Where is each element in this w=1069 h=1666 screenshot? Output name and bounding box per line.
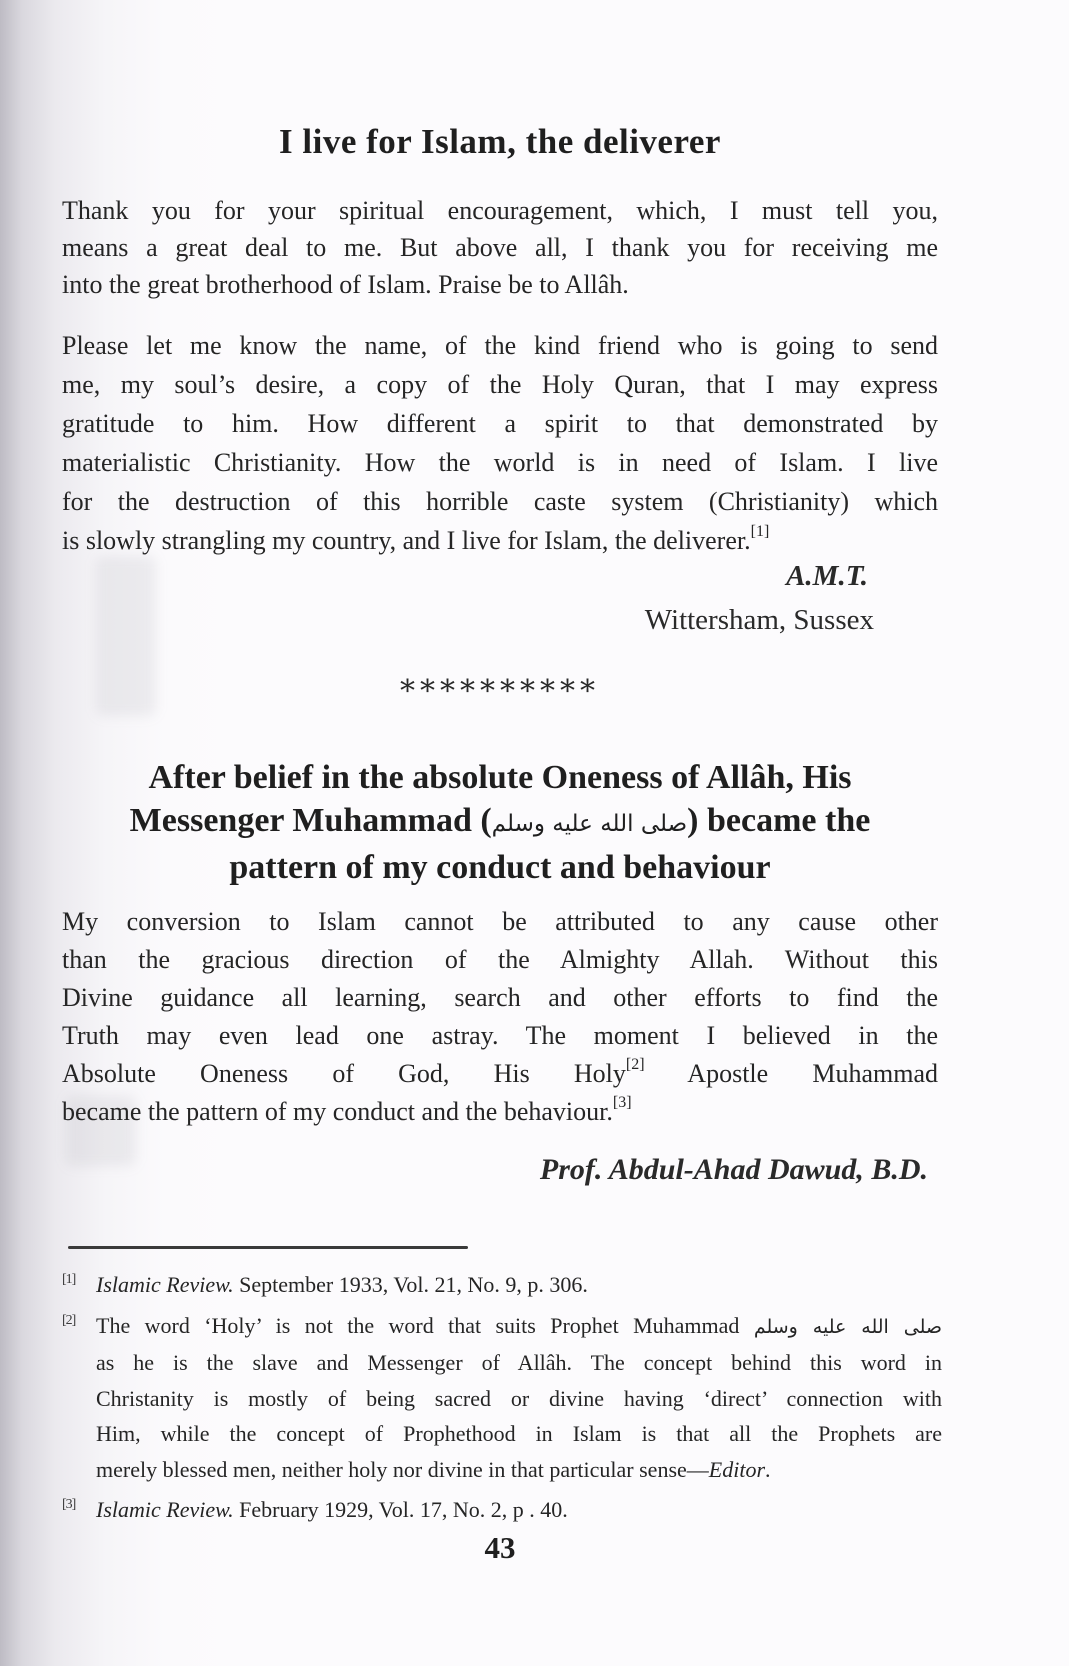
text-line: Absolute Oneness of God, His Holy[2] Apostle Muhammad [62,1056,938,1088]
page-number: 43 [484,1530,516,1565]
footnote-marker-3: [3] [62,1497,76,1512]
footnote-ref-3: [3] [612,1094,632,1111]
footnote-3: [3] Islamic Review. February 1929, Vol. 17, No. 2, p . 40. [62,1487,942,1528]
heading-line: After belief in the absolute Oneness of Allâh, His [148,759,852,796]
text-line: me, my soul’s desire, a copy of the Holy Quran, that I may express [62,370,938,399]
paragraph-thank-you [62,192,938,303]
footnotes-section [62,1262,942,1528]
text-line: gratitude to him. How different a spirit to that demonstrated by [62,409,938,438]
arabic-salutation: صلى الله عليه وسلم [491,811,688,837]
footnote-line: Christanity is mostly of being sacred or divine having ‘direct’ connection with [96,1385,942,1411]
attribution-author: Prof. Abdul-Ahad Dawud, B.D. [539,1153,928,1186]
heading-line: pattern of my conduct and behaviour [229,849,771,886]
arabic-salutation: صلى الله عليه وسلم [753,1315,943,1338]
section-separator: ********** [400,674,600,709]
footnote-ref-2: [2] [625,1056,645,1073]
text-line: became the pattern of my conduct and the behaviour.[3] [62,1094,632,1126]
footnote-ref-1: [1] [750,523,770,540]
text-line: Please let me know the name, of the kind friend who is going to send [62,331,938,360]
paragraph-please-let-me-know [62,326,938,560]
footnote-marker-1: [1] [62,1272,76,1287]
signature-location: Wittersham, Sussex [644,604,874,636]
text-line: than the gracious direction of the Almighty Allah. Without this [62,945,938,974]
text-line: means a great deal to me. But above all, I thank you for receiving me [62,233,938,262]
page-title: I live for Islam, the deliverer [279,122,721,161]
heading-line: Messenger Muhammad (صلى الله عليه وسلم) became the [129,802,871,839]
text-line: My conversion to Islam cannot be attributed to any cause other [62,907,938,936]
footnote-line: Him, while the concept of Prophethood in Islam is that all the Prophets are [96,1421,942,1446]
second-letter-heading [62,756,938,889]
paragraph-my-conversion [62,903,938,1131]
footnote-line: merely blessed men, neither holy nor divine in that particular sense—Editor. [96,1456,771,1482]
text-line: for the destruction of this horrible caste system (Christianity) which [62,487,938,516]
signature-initials: A.M.T. [786,560,868,592]
text-line: Divine guidance all learning, search and other efforts to find the [62,983,938,1012]
footnote-1: [1] Islamic Review. September 1933, Vol. 21, No. 9, p. 306. [62,1262,942,1303]
footnote-line: as he is the slave and Messenger of Allâh. The concept behind this word in [96,1350,942,1375]
footnote-line: [2] The word ‘Holy’ is not the word that suits Prophet Muhammad صلى الله عليه وسلم [96,1303,942,1346]
text-line: materialistic Christianity. How the world is in need of Islam. I live [62,448,938,477]
text-line: is slowly strangling my country, and I live for Islam, the deliverer.[1] [62,523,770,555]
footnote-marker-2: [2] [62,1312,76,1328]
footnote-2 [62,1303,942,1488]
text-line: Thank you for your spiritual encouragement, which, I must tell you, [62,196,938,225]
footnote-divider [68,1246,468,1249]
text-line: into the great brotherhood of Islam. Praise be to Allâh. [62,270,629,299]
text-line: Truth may even lead one astray. The moment I believed in the [62,1021,938,1050]
